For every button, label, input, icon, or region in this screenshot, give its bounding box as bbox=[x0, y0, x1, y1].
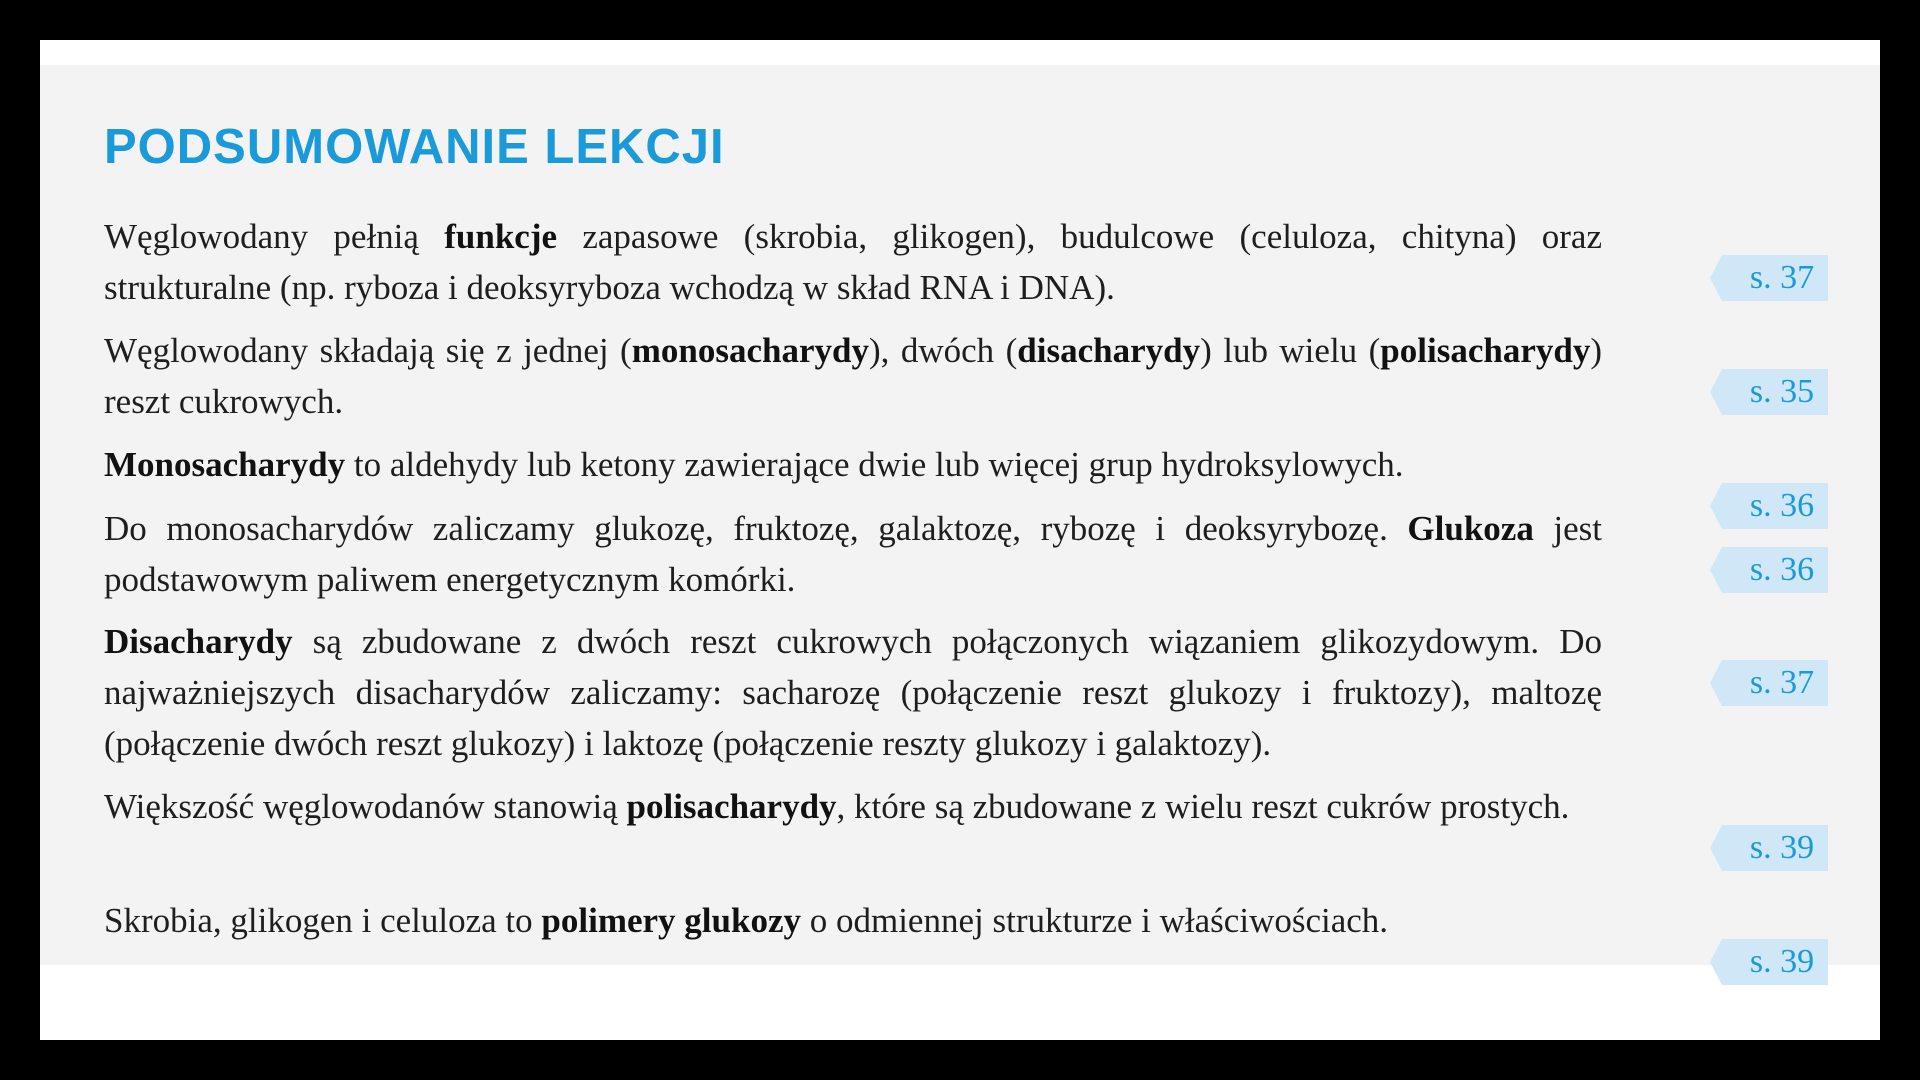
item-text: Do monosacharydów zaliczamy glukozę, fruktozę, galaktozę, rybozę i deoksyrybozę. bbox=[104, 509, 1408, 548]
item-keyword: polisacharydy bbox=[1380, 331, 1591, 370]
page-ref-badge[interactable]: s. 35 bbox=[1722, 369, 1828, 415]
lesson-summary-panel bbox=[40, 65, 1880, 980]
item-text: Węglowodany składają się z jednej ( bbox=[104, 331, 632, 370]
item-keyword: Disacharydy bbox=[104, 622, 293, 661]
page-ref-badge[interactable]: s. 37 bbox=[1722, 255, 1828, 301]
item-text: ), dwóch ( bbox=[868, 331, 1018, 370]
item-text: jest podstawowym paliwem energetycznym komórki. bbox=[104, 509, 1602, 599]
page-ref-badge[interactable]: s. 37 bbox=[1722, 660, 1828, 706]
item-text: Skrobia, glikogen i celuloza to bbox=[104, 901, 542, 940]
item-text: ) lub wielu ( bbox=[1200, 331, 1381, 370]
item-keyword: disacharydy bbox=[1017, 331, 1201, 370]
summary-item-7 bbox=[104, 895, 1602, 946]
summary-item-1 bbox=[104, 211, 1602, 313]
page-ref-badge[interactable]: s. 39 bbox=[1722, 825, 1828, 871]
summary-item-5 bbox=[104, 616, 1602, 769]
summary-item-3 bbox=[104, 439, 1602, 490]
item-text: ) reszt cukrowych. bbox=[104, 331, 1602, 421]
item-keyword: Glukoza bbox=[1407, 509, 1534, 548]
item-text: Węglowodany pełnią bbox=[104, 217, 445, 256]
item-keyword: polimery glukozy bbox=[541, 901, 801, 940]
item-text: to aldehydy lub ketony zawierające dwie lub więcej grup hydroksylowych. bbox=[345, 445, 1404, 484]
item-keyword: funkcje bbox=[444, 217, 558, 256]
item-keyword: polisacharydy bbox=[626, 787, 837, 826]
item-text: o odmiennej strukturze i właściwościach. bbox=[800, 901, 1389, 940]
summary-item-6 bbox=[104, 781, 1602, 832]
item-text: zapasowe (skrobia, glikogen), budulcowe (celuloza, chityna) oraz strukturalne (np. ryboza i deoksyryboza wchodzą w skład RNA i DNA). bbox=[104, 217, 1603, 307]
summary-title: PODSUMOWANIE LEKCJI bbox=[104, 120, 725, 174]
item-keyword: Monosacharydy bbox=[104, 445, 346, 484]
item-keyword: monosacharydy bbox=[631, 331, 869, 370]
page-ref-badge[interactable]: s. 39 bbox=[1722, 939, 1828, 985]
item-text: są zbudowane z dwóch reszt cukrowych połączonych wiązaniem glikozydowym. Do najważniejszych disacharydów zaliczamy: sacharozę (połączenie reszt glukozy i fruktozy), maltozę (połączenie dwóch reszt glukozy) i laktozę (połączenie reszty glukozy i galaktozy). bbox=[104, 622, 1602, 763]
summary-item-4 bbox=[104, 503, 1602, 605]
item-text: , które są zbudowane z wielu reszt cukrów prostych. bbox=[836, 787, 1570, 826]
page-ref-badge[interactable]: s. 36 bbox=[1722, 483, 1828, 529]
summary-item-2 bbox=[104, 325, 1602, 427]
page bbox=[40, 40, 1880, 1040]
item-text: Większość węglowodanów stanowią bbox=[104, 787, 627, 826]
page-ref-badge[interactable]: s. 36 bbox=[1722, 547, 1828, 593]
